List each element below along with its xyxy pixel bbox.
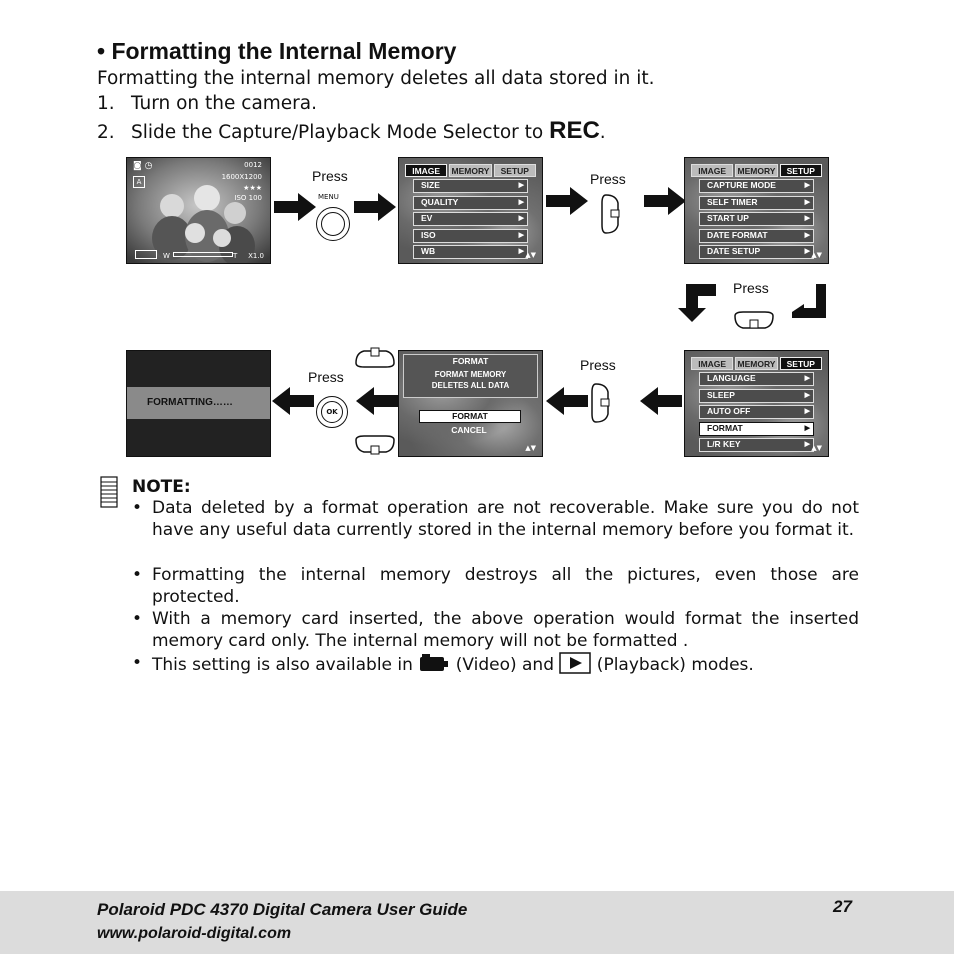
zoom-level: X1.0: [248, 252, 264, 260]
format-dialog-screen: [398, 350, 543, 457]
step-number: 1.: [97, 93, 115, 114]
menu-item-quality[interactable]: QUALITY ▶: [413, 196, 528, 210]
menu-item-sleep[interactable]: SLEEP ▶: [699, 389, 814, 403]
menu-item-lr-key[interactable]: L/R KEY ▶: [699, 438, 814, 452]
left-arrow-icon: [272, 387, 314, 415]
menu-label: MENU: [318, 193, 339, 201]
step-end: .: [599, 122, 606, 143]
tab-image[interactable]: IMAGE: [691, 357, 733, 370]
press-label: Press: [590, 171, 626, 187]
setup-menu-screen-2: [684, 350, 829, 457]
menu-item-date-setup[interactable]: DATE SETUP ▶: [699, 245, 814, 259]
formatting-label: FORMATTING……: [127, 387, 270, 419]
right-arrow-icon: [644, 187, 686, 215]
image-menu-screen: [398, 157, 543, 264]
menu-item-auto-off[interactable]: AUTO OFF ▶: [699, 405, 814, 419]
step-1: [97, 93, 317, 114]
left-arrow-icon: [546, 387, 588, 415]
right-key-icon[interactable]: [590, 382, 612, 424]
tab-setup[interactable]: SETUP: [780, 164, 822, 177]
press-label: Press: [733, 280, 769, 296]
format-dialog-header: [403, 354, 538, 398]
tab-setup[interactable]: SETUP: [780, 357, 822, 370]
scroll-indicator-icon: ▲▼: [525, 444, 536, 452]
menu-item-size[interactable]: SIZE ▶: [413, 179, 528, 193]
left-arrow-icon: [640, 387, 682, 415]
footer-url: www.polaroid-digital.com: [97, 925, 292, 942]
menu-tabs: [691, 164, 822, 177]
menu-tabs: [405, 164, 536, 177]
resolution-label: 1600X1200: [221, 173, 262, 181]
note-title: NOTE:: [132, 477, 191, 497]
note-bullet-text: This setting is also available in: [152, 655, 419, 675]
menu-item-capture-mode[interactable]: CAPTURE MODE ▶: [699, 179, 814, 193]
tab-memory[interactable]: MEMORY: [735, 164, 777, 177]
ok-button-icon[interactable]: [316, 396, 348, 428]
ok-label: OK: [321, 401, 343, 423]
section-title: • Formatting the Internal Memory: [97, 38, 457, 64]
step-text: Turn on the camera.: [131, 93, 318, 114]
right-arrow-icon: [354, 193, 396, 221]
tab-memory[interactable]: MEMORY: [735, 357, 777, 370]
tab-setup[interactable]: SETUP: [494, 164, 536, 177]
zoom-t: T: [233, 252, 238, 260]
tab-image[interactable]: IMAGE: [691, 164, 733, 177]
step-number: 2.: [97, 122, 115, 143]
menu-tabs: [691, 357, 822, 370]
down-left-arrow-icon: [678, 284, 718, 322]
menu-item-iso[interactable]: ISO ▶: [413, 229, 528, 243]
note-bullet: • This setting is also available in (Video) and (Playback) modes.: [132, 653, 754, 675]
menu-button-icon[interactable]: [316, 207, 350, 241]
format-dialog-message-1: FORMAT MEMORY: [434, 370, 507, 379]
video-mode-icon: [418, 653, 450, 673]
quality-stars: ★★★: [243, 184, 262, 192]
format-dialog-title: FORMAT: [452, 356, 489, 366]
intro-text: Formatting the internal memory deletes all data stored in it.: [97, 68, 655, 89]
down-key-icon[interactable]: [733, 310, 775, 332]
step-2: [97, 117, 606, 145]
zoom-w: W: [163, 252, 170, 260]
formatting-screen: [126, 350, 271, 457]
right-arrow-icon: [274, 193, 316, 221]
zoom-bar: [173, 252, 233, 257]
page-number: 27: [833, 897, 852, 916]
menu-item-self-timer[interactable]: SELF TIMER ▶: [699, 196, 814, 210]
format-option[interactable]: FORMAT: [419, 410, 521, 423]
footer-title: Polaroid PDC 4370 Digital Camera User Guide: [97, 900, 468, 919]
press-label: Press: [312, 168, 348, 184]
format-dialog-message-2: DELETES ALL DATA: [431, 381, 510, 390]
playback-mode-icon: [559, 652, 591, 674]
right-arrow-icon: [546, 187, 588, 215]
note-bullet-text: (Playback) modes.: [591, 655, 754, 675]
note-bullet-text: (Video) and: [450, 655, 560, 675]
preview-screen: [126, 157, 271, 264]
note-icon: [99, 476, 119, 508]
note-bullet-text: Formatting the internal memory destroys all the pictures, even those are protected.: [152, 565, 859, 607]
up-key-icon[interactable]: [354, 347, 396, 369]
down-key-icon[interactable]: [354, 434, 396, 456]
tab-image[interactable]: IMAGE: [405, 164, 447, 177]
shot-count: 0012: [244, 161, 262, 169]
setup-menu-screen-1: [684, 157, 829, 264]
note-bullet: • Data deleted by a format operation are not recoverable. Make sure you do not have any useful data currently stored in the internal memory before you format it.: [132, 498, 859, 540]
left-arrow-icon: [356, 387, 398, 415]
press-label: Press: [580, 357, 616, 373]
down-right-turn-arrow-icon: [792, 284, 828, 322]
scroll-indicator-icon: ▲▼: [525, 251, 536, 259]
right-key-icon[interactable]: [600, 193, 622, 235]
note-bullet: • With a memory card inserted, the above operation would format the inserted memory card only. The internal memory will not be formatted .: [132, 609, 859, 651]
press-label: Press: [308, 369, 344, 385]
step-text: Slide the Capture/Playback Mode Selector to: [131, 122, 550, 143]
menu-item-date-format[interactable]: DATE FORMAT ▶: [699, 229, 814, 243]
battery-icon: [135, 250, 157, 259]
note-bullet-text: With a memory card inserted, the above operation would format the inserted memory card only. The internal memory will not be formatted .: [152, 609, 859, 651]
tab-memory[interactable]: MEMORY: [449, 164, 491, 177]
menu-item-start-up[interactable]: START UP ▶: [699, 212, 814, 226]
camera-mode-icon: ◙ ◷: [133, 161, 153, 171]
rec-mode-label: REC: [549, 117, 600, 144]
scroll-indicator-icon: ▲▼: [811, 444, 822, 452]
menu-item-wb[interactable]: WB ▶: [413, 245, 528, 259]
menu-item-ev[interactable]: EV ▶: [413, 212, 528, 226]
menu-item-format[interactable]: FORMAT ▶: [699, 422, 814, 436]
auto-icon: A: [133, 176, 145, 188]
cancel-option[interactable]: CANCEL: [451, 425, 487, 435]
note-bullet: • Formatting the internal memory destroys all the pictures, even those are protected.: [132, 565, 859, 607]
scroll-indicator-icon: ▲▼: [811, 251, 822, 259]
iso-label: ISO 100: [234, 194, 262, 202]
note-bullet-text: Data deleted by a format operation are not recoverable. Make sure you do not have any useful data currently stored in the internal memory before you format it.: [152, 498, 859, 540]
menu-item-language[interactable]: LANGUAGE ▶: [699, 372, 814, 386]
